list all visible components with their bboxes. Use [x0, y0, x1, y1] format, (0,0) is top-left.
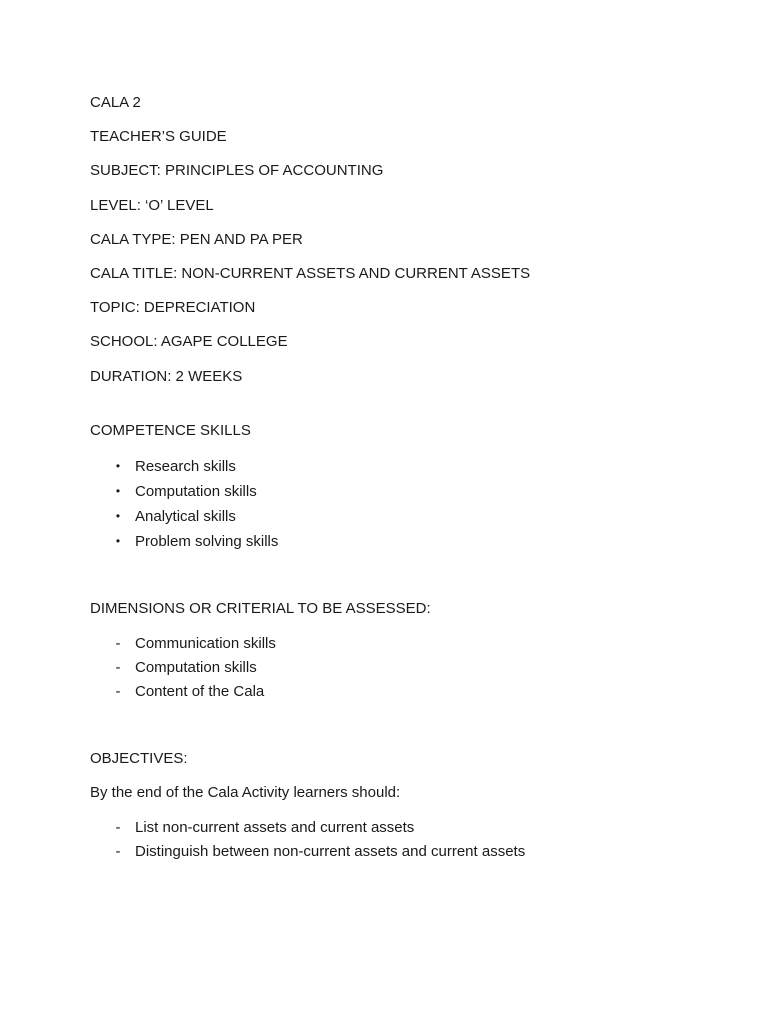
bullet-icon: • — [115, 533, 121, 548]
list-item: • Computation skills — [90, 479, 730, 504]
objectives-title: OBJECTIVES: — [90, 749, 188, 767]
header-block — [90, 92, 730, 388]
list-item: - Content of the Cala — [90, 680, 730, 704]
dash-icon: - — [115, 634, 121, 652]
competence-list — [90, 454, 730, 554]
dash-icon: - — [115, 658, 121, 676]
topic-line: TOPIC: DEPRECIATION — [90, 299, 256, 317]
objectives-list — [90, 816, 730, 864]
objectives-intro: By the end of the Cala Activity learners should: — [90, 783, 401, 801]
duration-line: DURATION: 2 WEEKS — [90, 367, 243, 385]
subject-line: SUBJECT: PRINCIPLES OF ACCOUNTING — [90, 162, 384, 180]
dash-icon: - — [115, 842, 121, 860]
list-item: - Computation skills — [90, 656, 730, 680]
list-item: - Communication skills — [90, 632, 730, 656]
school-line: SCHOOL: AGAPE COLLEGE — [90, 333, 288, 351]
dimensions-section — [90, 598, 730, 704]
dimensions-list — [90, 632, 730, 704]
guide-title: TEACHER’S GUIDE — [90, 128, 227, 146]
objectives-section — [90, 748, 730, 864]
cala-number: CALA 2 — [90, 94, 141, 111]
list-item: • Research skills — [90, 454, 730, 479]
list-item: • Analytical skills — [90, 504, 730, 529]
cala-title-line: CALA TITLE: NON-CURRENT ASSETS AND CURRENT ASSETS — [90, 264, 531, 282]
competence-section — [90, 420, 730, 554]
list-item: - List non-current assets and current assets — [90, 816, 730, 840]
list-item: - Distinguish between non-current assets and current assets — [90, 840, 730, 864]
dash-icon: - — [115, 818, 121, 836]
level-line: LEVEL: ‘O’ LEVEL — [90, 196, 214, 214]
list-item: • Problem solving skills — [90, 529, 730, 554]
dimensions-title: DIMENSIONS OR CRITERIAL TO BE ASSESSED: — [90, 599, 431, 617]
dash-icon: - — [115, 682, 121, 700]
cala-type-line: CALA TYPE: PEN AND PA PER — [90, 230, 303, 248]
bullet-icon: • — [115, 458, 121, 473]
bullet-icon: • — [115, 483, 121, 498]
bullet-icon: • — [115, 508, 121, 523]
document-page — [90, 92, 730, 864]
competence-title: COMPETENCE SKILLS — [90, 421, 251, 439]
